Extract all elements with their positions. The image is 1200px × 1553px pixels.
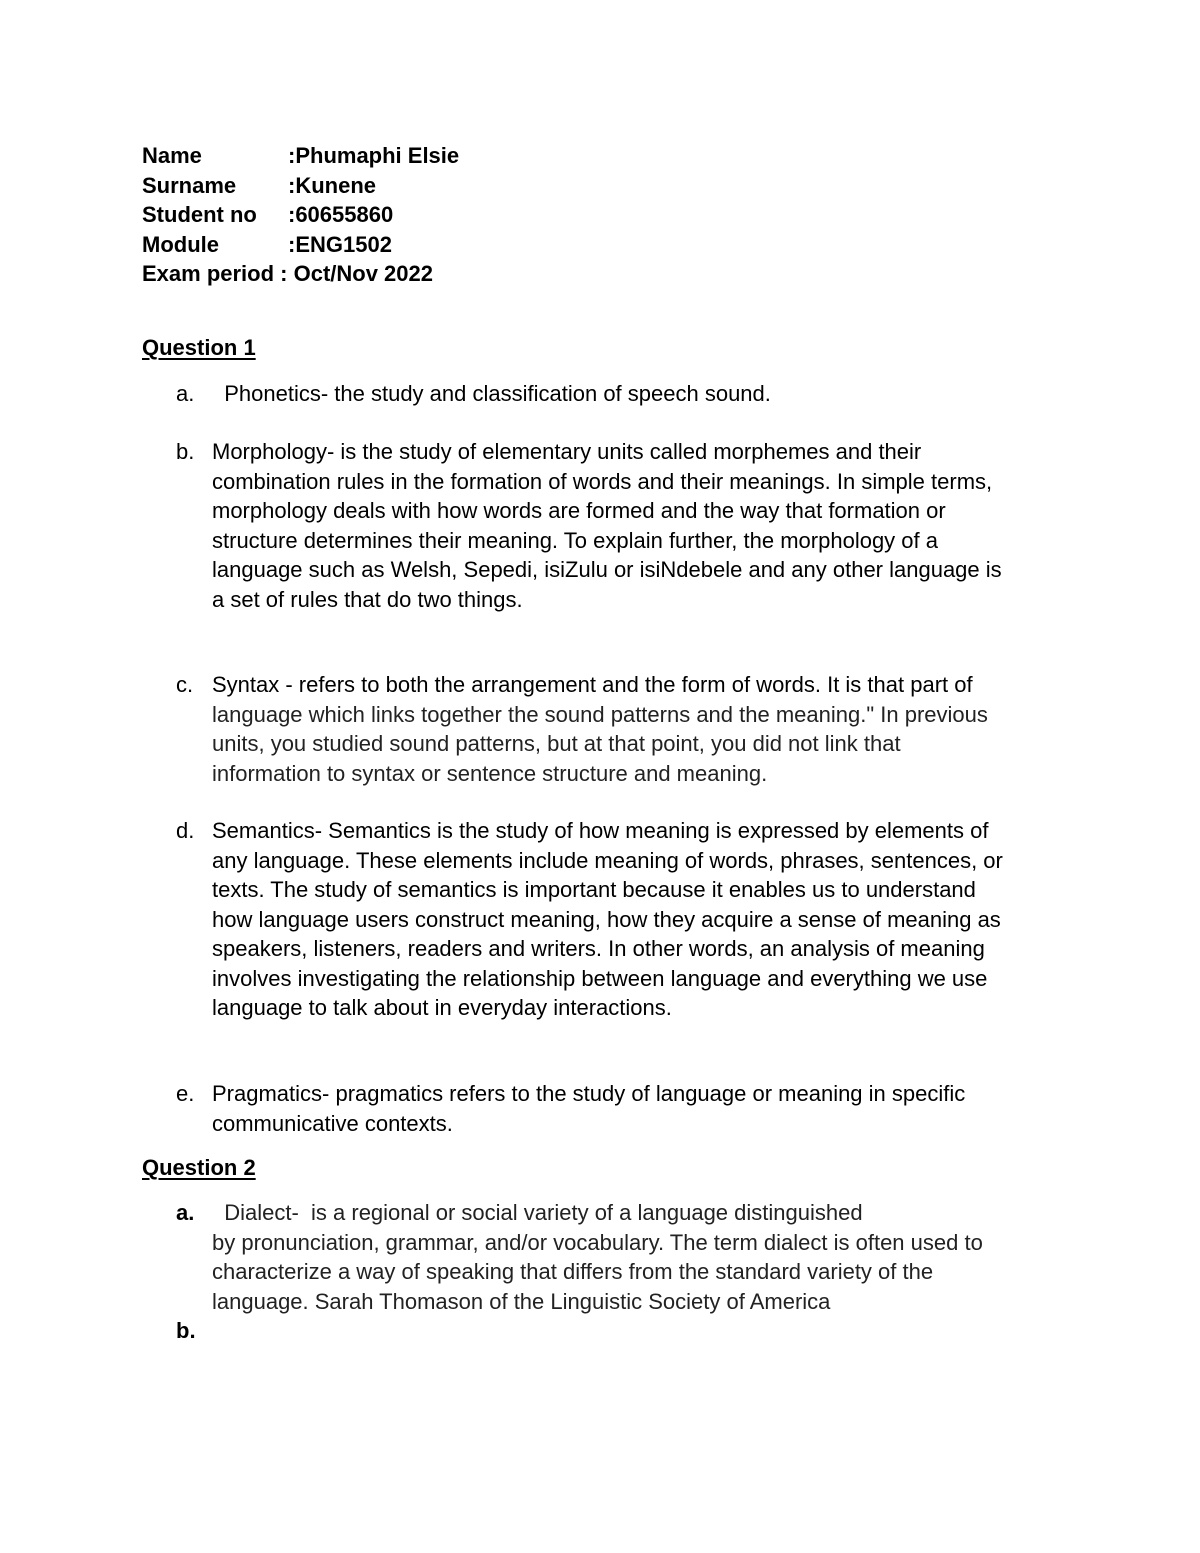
item-body — [212, 379, 1076, 409]
item-line: structure determines their meaning. To explain further, the morphology of a — [212, 527, 938, 553]
item-line: Semantics- Semantics is the study of how meaning is expressed by elements of — [212, 818, 989, 843]
item-line: language which links together the sound patterns and the meaning." In previous — [212, 701, 988, 727]
question-1-heading: Question 1 — [142, 335, 256, 360]
item-line: information to syntax or sentence structure and meaning. — [212, 760, 768, 786]
module-label: Module — [142, 231, 219, 257]
item-body — [212, 1198, 1076, 1316]
module-value: :ENG1502 — [288, 231, 392, 257]
item-line: Morphology- is the study of elementary units called morphemes and their — [212, 439, 922, 464]
item-line: language. Sarah Thomason of the Linguistic Society of America — [212, 1288, 831, 1314]
item-marker: e. — [176, 1081, 195, 1106]
item-marker: b. — [176, 439, 195, 464]
student-no-value: :60655860 — [288, 202, 394, 227]
question-1-item-e — [176, 1079, 1076, 1138]
question-2-item-a — [176, 1198, 1076, 1316]
item-line: communicative contexts. — [212, 1110, 453, 1136]
question-1-item-b — [176, 437, 1076, 614]
item-line: combination rules in the formation of words and their meanings. In simple terms, — [212, 468, 993, 494]
surname-value: :Kunene — [288, 172, 376, 198]
name-label: Name — [142, 143, 202, 168]
item-line: speakers, listeners, readers and writers. In other words, an analysis of meaning — [212, 936, 985, 961]
item-line: how language users construct meaning, how they acquire a sense of meaning as — [212, 906, 1001, 932]
surname-label: Surname — [142, 172, 237, 198]
student-details — [142, 141, 459, 289]
item-marker: a. — [176, 1200, 195, 1225]
name-value: :Phumaphi Elsie — [288, 143, 460, 168]
item-line: morphology deals with how words are formed and the way that formation or — [212, 498, 946, 523]
item-marker: c. — [176, 672, 194, 697]
student-no-row — [142, 200, 459, 230]
item-line: involves investigating the relationship between language and everything we use — [212, 965, 988, 991]
item-marker: a. — [176, 381, 195, 406]
item-line: units, you studied sound patterns, but at that point, you did not link that — [212, 731, 901, 756]
exam-period-text: Exam period : Oct/Nov 2022 — [142, 261, 433, 286]
item-line: characterize a way of speaking that differs from the standard variety of the — [212, 1259, 934, 1284]
item-line: by pronunciation, grammar, and/or vocabulary. The term dialect is often used to — [212, 1229, 983, 1255]
item-marker: d. — [176, 818, 195, 843]
item-body — [212, 1079, 1076, 1138]
item-line: Syntax - refers to both the arrangement and the form of words. It is that part of — [212, 672, 973, 697]
item-body — [212, 816, 1076, 1023]
question-2-heading: Question 2 — [142, 1155, 256, 1180]
name-row — [142, 141, 459, 171]
question-1-item-a — [176, 379, 1076, 409]
item-line: a set of rules that do two things. — [212, 586, 523, 612]
item-line: texts. The study of semantics is important because it enables us to understand — [212, 877, 976, 902]
item-marker: b. — [176, 1318, 196, 1343]
item-body — [212, 670, 1076, 788]
question-1-item-c — [176, 670, 1076, 788]
item-line: Phonetics- the study and classification of speech sound. — [212, 381, 771, 406]
module-row — [142, 230, 459, 260]
item-body — [212, 437, 1076, 614]
student-no-label: Student no — [142, 202, 257, 227]
question-1-item-d — [176, 816, 1076, 1023]
item-line: Pragmatics- pragmatics refers to the study of language or meaning in specific — [212, 1081, 966, 1106]
item-line: language to talk about in everyday interactions. — [212, 995, 672, 1020]
item-line: language such as Welsh, Sepedi, isiZulu or isiNdebele and any other language is — [212, 557, 1002, 582]
exam-period-row — [142, 259, 459, 289]
item-line: any language. These elements include meaning of words, phrases, sentences, or — [212, 847, 1003, 873]
item-line: Dialect- is a regional or social variety of a language distinguished — [212, 1200, 863, 1225]
surname-row — [142, 171, 459, 201]
